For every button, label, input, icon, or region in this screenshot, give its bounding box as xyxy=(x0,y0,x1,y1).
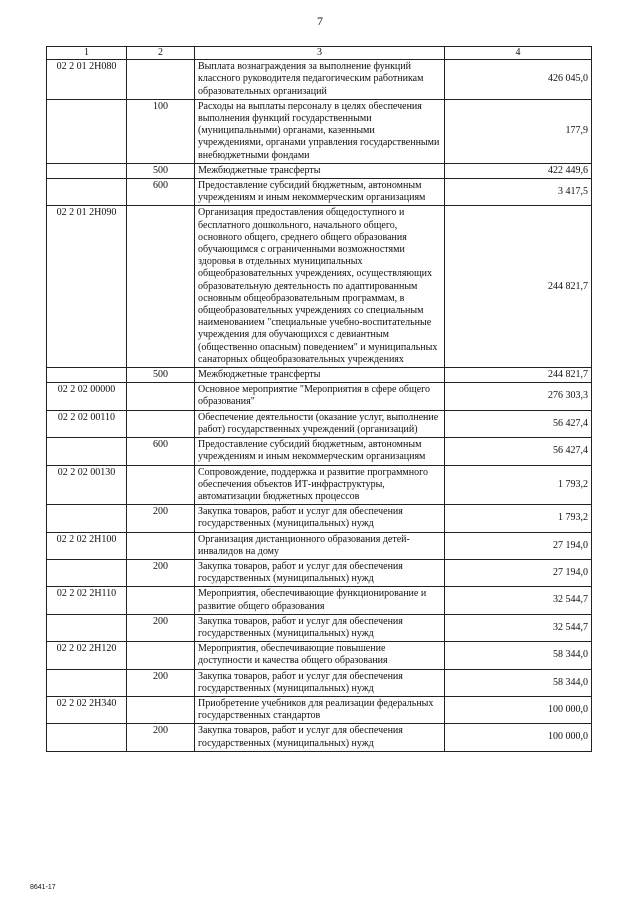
target-code-cell: 02 2 01 2Н090 xyxy=(47,206,127,368)
description-cell: Предоставление субсидий бюджетным, автономным учреждениям и иным некоммерческим организациям xyxy=(195,179,445,206)
table-row xyxy=(47,60,592,100)
target-code-cell xyxy=(47,669,127,696)
amount-cell: 1 793,2 xyxy=(445,465,592,505)
expense-type-cell xyxy=(127,532,195,559)
budget-table xyxy=(46,46,592,752)
expense-type-cell xyxy=(127,465,195,505)
description-cell: Межбюджетные трансферты xyxy=(195,163,445,178)
target-code-cell: 02 2 02 2Н110 xyxy=(47,587,127,614)
description-cell: Закупка товаров, работ и услуг для обеспечения государственных (муниципальных) нужд xyxy=(195,669,445,696)
expense-type-cell xyxy=(127,60,195,100)
amount-cell: 3 417,5 xyxy=(445,179,592,206)
header-row xyxy=(47,47,592,60)
table-row xyxy=(47,532,592,559)
table-row xyxy=(47,206,592,368)
expense-type-cell: 200 xyxy=(127,559,195,586)
table-row xyxy=(47,614,592,641)
table-row xyxy=(47,505,592,532)
table-row xyxy=(47,410,592,437)
header-col-3: 3 xyxy=(195,47,445,60)
amount-cell: 100 000,0 xyxy=(445,696,592,723)
header-col-2: 2 xyxy=(127,47,195,60)
target-code-cell xyxy=(47,163,127,178)
expense-type-cell xyxy=(127,383,195,410)
table-row xyxy=(47,724,592,751)
amount-cell: 276 303,3 xyxy=(445,383,592,410)
expense-type-cell xyxy=(127,410,195,437)
expense-type-cell: 500 xyxy=(127,368,195,383)
table-row xyxy=(47,669,592,696)
table-row xyxy=(47,383,592,410)
header-col-1: 1 xyxy=(47,47,127,60)
target-code-cell xyxy=(47,614,127,641)
description-cell: Мероприятия, обеспечивающие повышение доступности и качества общего образования xyxy=(195,642,445,669)
target-code-cell xyxy=(47,99,127,163)
amount-cell: 244 821,7 xyxy=(445,206,592,368)
target-code-cell xyxy=(47,724,127,751)
table-row xyxy=(47,99,592,163)
target-code-cell xyxy=(47,559,127,586)
description-cell: Расходы на выплаты персоналу в целях обеспечения выполнения функций государственными (муниципальными) органами, казенными учреждениями, органами управления государственными внебюджетными фондами xyxy=(195,99,445,163)
table-row xyxy=(47,696,592,723)
target-code-cell: 02 2 02 2Н340 xyxy=(47,696,127,723)
target-code-cell: 02 2 02 2Н120 xyxy=(47,642,127,669)
amount-cell: 56 427,4 xyxy=(445,438,592,465)
target-code-cell: 02 2 02 00110 xyxy=(47,410,127,437)
description-cell: Выплата вознаграждения за выполнение функций классного руководителя педагогическим работникам образовательных организаций xyxy=(195,60,445,100)
description-cell: Закупка товаров, работ и услуг для обеспечения государственных (муниципальных) нужд xyxy=(195,505,445,532)
expense-type-cell: 600 xyxy=(127,179,195,206)
expense-type-cell xyxy=(127,206,195,368)
amount-cell: 100 000,0 xyxy=(445,724,592,751)
table-row xyxy=(47,163,592,178)
expense-type-cell xyxy=(127,696,195,723)
amount-cell: 27 194,0 xyxy=(445,532,592,559)
target-code-cell: 02 2 02 00130 xyxy=(47,465,127,505)
amount-cell: 244 821,7 xyxy=(445,368,592,383)
amount-cell: 27 194,0 xyxy=(445,559,592,586)
header-col-4: 4 xyxy=(445,47,592,60)
target-code-cell xyxy=(47,368,127,383)
description-cell: Организация дистанционного образования детей-инвалидов на дому xyxy=(195,532,445,559)
target-code-cell xyxy=(47,179,127,206)
amount-cell: 426 045,0 xyxy=(445,60,592,100)
description-cell: Межбюджетные трансферты xyxy=(195,368,445,383)
description-cell: Закупка товаров, работ и услуг для обеспечения государственных (муниципальных) нужд xyxy=(195,614,445,641)
expense-type-cell xyxy=(127,642,195,669)
amount-cell: 1 793,2 xyxy=(445,505,592,532)
expense-type-cell xyxy=(127,587,195,614)
description-cell: Приобретение учебников для реализации федеральных государственных стандартов xyxy=(195,696,445,723)
description-cell: Основное мероприятие "Мероприятия в сфере общего образования" xyxy=(195,383,445,410)
table-row xyxy=(47,642,592,669)
expense-type-cell: 200 xyxy=(127,669,195,696)
table-row xyxy=(47,438,592,465)
table-row xyxy=(47,179,592,206)
document-id: 8641-17 xyxy=(30,884,56,891)
target-code-cell: 02 2 02 00000 xyxy=(47,383,127,410)
description-cell: Обеспечение деятельности (оказание услуг, выполнение работ) государственных учреждений (организаций) xyxy=(195,410,445,437)
amount-cell: 32 544,7 xyxy=(445,614,592,641)
amount-cell: 177,9 xyxy=(445,99,592,163)
target-code-cell xyxy=(47,438,127,465)
table-row xyxy=(47,559,592,586)
target-code-cell: 02 2 02 2Н100 xyxy=(47,532,127,559)
amount-cell: 56 427,4 xyxy=(445,410,592,437)
expense-type-cell: 200 xyxy=(127,724,195,751)
target-code-cell: 02 2 01 2Н080 xyxy=(47,60,127,100)
expense-type-cell: 200 xyxy=(127,505,195,532)
expense-type-cell: 200 xyxy=(127,614,195,641)
page-number: 7 xyxy=(317,14,323,28)
table-row xyxy=(47,587,592,614)
description-cell: Закупка товаров, работ и услуг для обеспечения государственных (муниципальных) нужд xyxy=(195,559,445,586)
expense-type-cell: 500 xyxy=(127,163,195,178)
description-cell: Мероприятия, обеспечивающие функционирование и развитие общего образования xyxy=(195,587,445,614)
amount-cell: 58 344,0 xyxy=(445,669,592,696)
description-cell: Закупка товаров, работ и услуг для обеспечения государственных (муниципальных) нужд xyxy=(195,724,445,751)
table-row xyxy=(47,465,592,505)
description-cell: Организация предоставления общедоступного и бесплатного дошкольного, начального общего, основного общего, среднего общего образования обучающимся с ограниченными возможностями здоровья в отдельных муниципальных общеобразовательных учреждениях, осуществляющих образовательную деятельность по адаптированным основным общеобразовательным программам, в общеобразовательных учреждениях со специальным наименованием "специальные учебно-воспитательные учреждения для обучающихся с девиантным (общественно опасным) поведением" и муниципальных санаторных общеобразовательных учреждениях xyxy=(195,206,445,368)
expense-type-cell: 600 xyxy=(127,438,195,465)
amount-cell: 58 344,0 xyxy=(445,642,592,669)
description-cell: Предоставление субсидий бюджетным, автономным учреждениям и иным некоммерческим организациям xyxy=(195,438,445,465)
target-code-cell xyxy=(47,505,127,532)
description-cell: Сопровождение, поддержка и развитие программного обеспечения объектов ИТ-инфраструктуры, автоматизации бюджетных процессов xyxy=(195,465,445,505)
expense-type-cell: 100 xyxy=(127,99,195,163)
table-row xyxy=(47,368,592,383)
amount-cell: 422 449,6 xyxy=(445,163,592,178)
amount-cell: 32 544,7 xyxy=(445,587,592,614)
